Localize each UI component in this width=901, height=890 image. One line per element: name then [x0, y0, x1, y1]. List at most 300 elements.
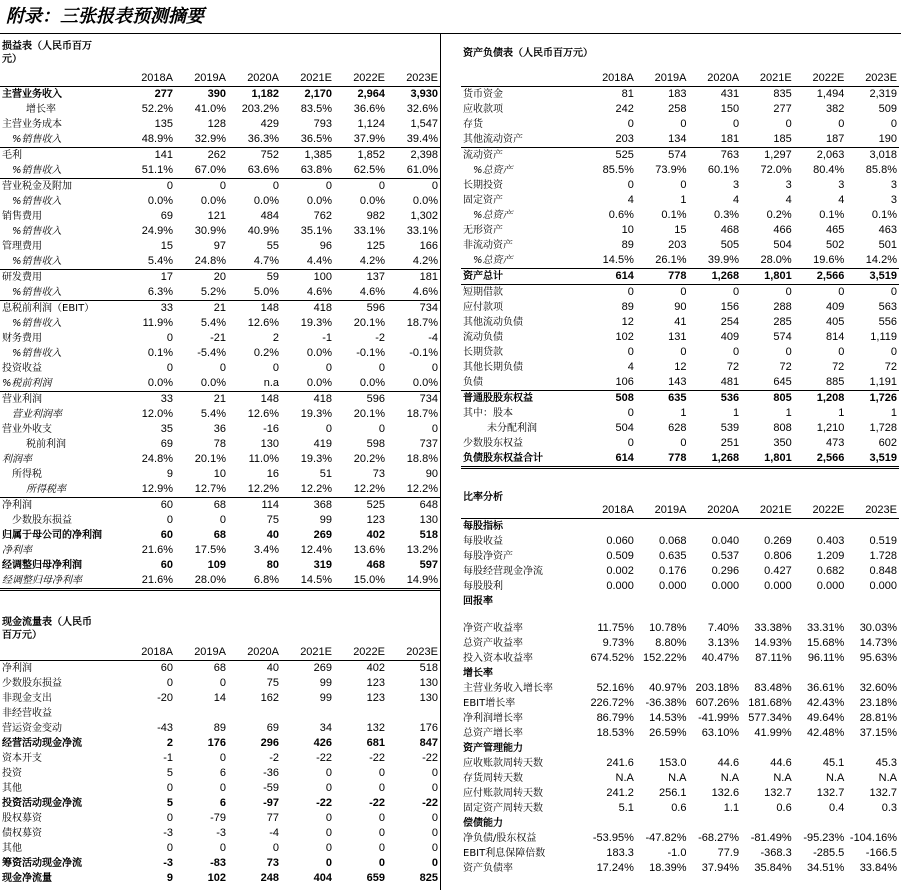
row-label: 总资产增长率 [463, 728, 523, 739]
row-label: 净利润 [2, 663, 32, 674]
cell-value: 40 [266, 662, 279, 674]
row-label: 股权募资 [2, 813, 42, 824]
header-blank [461, 71, 583, 87]
cell-value: 1,268 [688, 451, 741, 468]
cell-value [741, 594, 794, 609]
table-row [461, 148, 899, 164]
cell-value: -95.23% [803, 832, 845, 844]
cell-value: 0.0% [334, 376, 387, 392]
row-label: EBIT利息保障倍数 [463, 848, 546, 859]
cell-value: 0 [219, 362, 226, 374]
cell-value: -2 [375, 332, 385, 344]
row-label: 所得税率 [0, 482, 122, 498]
cell-value: 18.8% [406, 453, 438, 465]
cell-value: 0 [378, 180, 385, 192]
cell-value: 12.2% [281, 482, 334, 498]
cell-value: 0 [325, 782, 332, 794]
cell-value [583, 816, 636, 831]
cell-value [794, 594, 847, 609]
cell-value: 2,319 [869, 88, 897, 100]
cell-value: 102 [615, 331, 634, 343]
cell-value: 59 [266, 271, 279, 283]
cell-value: 0.0% [147, 195, 173, 207]
cell-value [583, 741, 636, 756]
row-label: 主营业务收入 [2, 89, 62, 100]
table-row [461, 315, 899, 330]
row-label: 经调整归母净利率 [0, 573, 122, 590]
table-row [461, 651, 899, 666]
table-row [461, 87, 899, 103]
cell-value: 1,728 [869, 422, 897, 434]
cell-value: 68 [213, 662, 226, 674]
cell-value: 60.1% [707, 164, 740, 176]
cell-value: 49.64% [807, 712, 845, 724]
cell-value: 123 [366, 692, 385, 704]
year-header-row [461, 503, 899, 519]
cell-value: 9 [166, 872, 173, 884]
cell-value: 2,063 [816, 149, 845, 161]
cell-value: 75 [266, 514, 279, 526]
row-label: 研发费用 [2, 272, 42, 283]
cell-value: 0.1% [147, 347, 173, 359]
cell-value [122, 706, 175, 721]
cell-value: 3,930 [410, 88, 438, 100]
cell-value: 0 [378, 857, 385, 869]
cell-value: 52.16% [596, 682, 634, 694]
row-label: %销售收入 [0, 163, 122, 179]
cell-value: 1,208 [816, 392, 845, 404]
cell-value: 63.6% [228, 163, 281, 179]
table-row [461, 861, 899, 876]
cell-value: 130 [260, 438, 279, 450]
cell-value: 648 [419, 499, 438, 511]
cell-value [334, 706, 387, 721]
year-header: 2022E [794, 71, 847, 87]
row-label: 每股股利 [463, 581, 503, 592]
row-label: %总资产 [473, 165, 513, 176]
year-header: 2023E [846, 503, 899, 519]
table-row [461, 846, 899, 861]
cell-value: 69 [266, 722, 279, 734]
cell-value [846, 594, 899, 609]
cell-value: 0 [627, 179, 634, 191]
cell-value: 4 [627, 361, 634, 373]
cell-value: 0 [378, 767, 385, 779]
cell-value [741, 519, 794, 535]
table-row [461, 102, 899, 117]
year-header: 2019A [175, 645, 228, 661]
cell-value: 825 [419, 872, 438, 884]
row-label: 非现金支出 [2, 693, 52, 704]
cell-value: 81 [621, 88, 634, 100]
cell-value: -1 [163, 752, 173, 764]
cell-value: 0.682 [816, 565, 845, 577]
cell-value: 1,385 [304, 149, 332, 161]
cell-value: 176 [419, 722, 438, 734]
cell-value: 1,801 [741, 269, 794, 285]
table-row [0, 102, 440, 117]
row-label: 投资活动现金净流 [2, 798, 82, 809]
cell-value: 466 [773, 224, 792, 236]
table-row [0, 179, 440, 195]
cell-value: 596 [366, 302, 385, 314]
cell-value: 1,494 [816, 88, 845, 100]
cell-value: 0 [272, 842, 279, 854]
cell-value: -22 [369, 797, 385, 809]
cell-value: 40 [266, 529, 279, 541]
cell-value: 0.0% [253, 195, 279, 207]
row-label: 资产负债率 [463, 863, 513, 874]
cell-value: 61.0% [387, 163, 440, 179]
row-label: 现金净流量 [2, 873, 52, 884]
table-row [461, 756, 899, 771]
cell-value [175, 706, 228, 721]
cell-value: 3 [838, 179, 845, 191]
row-label: %销售收入 [12, 348, 62, 359]
cell-value: 62.5% [334, 163, 387, 179]
cell-value: 0 [166, 514, 173, 526]
table-row [0, 392, 440, 408]
cell-value: 288 [773, 301, 792, 313]
cell-value: 37.15% [859, 727, 897, 739]
cell-value: 0 [627, 407, 634, 419]
cashflow-title-line1: 现金流量表（人民币 [2, 617, 92, 628]
cell-value: -36 [263, 767, 279, 779]
cell-value: 563 [878, 301, 897, 313]
cell-value: 72 [884, 361, 897, 373]
cell-value: 1 [890, 407, 897, 419]
cell-value: 85.5% [602, 164, 634, 176]
cell-value: 0 [627, 437, 634, 449]
table-row [0, 543, 440, 558]
cell-value: -59 [263, 782, 279, 794]
cell-value: 0.0% [359, 195, 385, 207]
cashflow-statement-table [0, 645, 440, 886]
table-row [0, 316, 440, 331]
cell-value: 60 [160, 662, 173, 674]
table-row [0, 498, 440, 514]
cell-value: 17.24% [596, 862, 634, 874]
cell-value: -36.38% [645, 697, 687, 709]
cell-value: 73.9% [655, 164, 687, 176]
cell-value: 390 [207, 88, 226, 100]
cell-value: 0 [325, 857, 332, 869]
cell-value: 6 [219, 797, 226, 809]
cell-value: -368.3 [760, 847, 792, 859]
year-header: 2021E [281, 645, 334, 661]
cell-value: 1 [680, 194, 687, 206]
cell-value: 419 [313, 438, 332, 450]
cell-value: 77 [266, 812, 279, 824]
cell-value: 0 [785, 118, 792, 130]
table-row [461, 421, 899, 436]
table-row [461, 831, 899, 846]
cell-value: 190 [846, 132, 899, 148]
row-label: %销售收入 [12, 226, 62, 237]
cell-value: 763 [720, 149, 740, 161]
cell-value [583, 666, 636, 681]
cell-value: 525 [615, 149, 634, 161]
cell-value: 45.1 [822, 757, 845, 769]
cell-value: 26.59% [649, 727, 687, 739]
cell-value: 505 [720, 239, 740, 251]
cell-value: 0.000 [606, 580, 634, 592]
cell-value: 123 [366, 677, 385, 689]
row-label: 主营业务收入增长率 [463, 683, 553, 694]
table-row [0, 766, 440, 781]
cell-value: 0 [627, 118, 634, 130]
cell-value: 3.4% [253, 544, 279, 556]
row-label: 其他 [2, 843, 22, 854]
table-row [0, 751, 440, 766]
table-row [0, 796, 440, 811]
row-label: 短期借款 [463, 287, 503, 298]
cell-value: N.A [615, 772, 634, 784]
row-label: 营业外收支 [2, 424, 52, 435]
cell-value: -3 [163, 857, 173, 869]
table-row [0, 87, 440, 103]
cell-value: 0.0% [306, 347, 332, 359]
cell-value: 0.0% [175, 376, 228, 392]
cell-value [636, 816, 689, 831]
table-row [0, 407, 440, 422]
cell-value: 24.9% [141, 225, 173, 237]
cell-value: 12.7% [175, 482, 228, 498]
cell-value: 602 [878, 437, 897, 449]
cell-value: 21 [213, 393, 226, 405]
cell-value: 10 [621, 224, 634, 236]
cell-value: 28.0% [741, 253, 794, 269]
row-label: 净利润 [2, 500, 32, 511]
table-row [461, 609, 899, 636]
cell-value: 0.068 [658, 535, 687, 547]
cell-value: 4.4% [281, 254, 334, 270]
cell-value: 63.8% [281, 163, 334, 179]
row-label: 非流动资产 [463, 240, 513, 251]
cell-value: 73 [266, 857, 279, 869]
row-label: 归属于母公司的净利润 [2, 530, 102, 541]
cell-value: 0 [219, 677, 226, 689]
cell-value: 0 [785, 286, 792, 298]
row-label: 投资收益 [2, 363, 42, 374]
cell-value: 847 [419, 737, 438, 749]
cell-value: 69 [160, 438, 173, 450]
cell-value: 734 [419, 302, 438, 314]
cell-value: 4 [732, 194, 740, 206]
cell-value: 0.000 [711, 580, 740, 592]
cell-value: -97 [263, 797, 279, 809]
cell-value: 72 [779, 361, 792, 373]
cell-value: 614 [583, 451, 636, 468]
cell-value: 0 [166, 842, 173, 854]
cell-value: 14 [213, 692, 226, 704]
cell-value: -81.49% [750, 832, 792, 844]
cell-value [846, 519, 899, 535]
cell-value: 536 [720, 392, 740, 404]
row-label: 普通股股东权益 [463, 393, 533, 404]
cell-value: 16 [266, 468, 279, 480]
cell-value: 4 [627, 194, 634, 206]
cell-value: 4 [838, 194, 845, 206]
row-label: 利润率 [2, 454, 32, 465]
cell-value: 6 [219, 767, 226, 779]
cell-value: 42.43% [807, 697, 845, 709]
table-row [0, 346, 440, 361]
cell-value: 737 [419, 438, 438, 450]
cell-value: 404 [313, 872, 332, 884]
cell-value: 128 [207, 118, 226, 130]
income-statement-title [2, 40, 92, 66]
cell-value: 34.51% [807, 862, 845, 874]
year-header: 2021E [741, 503, 794, 519]
table-row [0, 721, 440, 736]
cell-value [583, 519, 636, 535]
cell-value: -22 [316, 752, 332, 764]
cell-value: 132.6 [711, 787, 740, 799]
cell-value: -20 [157, 692, 173, 704]
cell-value: 1.728 [869, 550, 897, 562]
table-row [461, 594, 899, 609]
cell-value: -285.5 [813, 847, 845, 859]
table-row [0, 676, 440, 691]
cell-value: -47.82% [645, 832, 687, 844]
cell-value: 11.9% [142, 317, 173, 329]
cell-value: 539 [720, 422, 740, 434]
year-header: 2018A [122, 71, 175, 87]
cashflow-statement-title [2, 616, 92, 642]
cell-value: 805 [773, 392, 792, 404]
cell-value: 90 [425, 468, 438, 480]
cell-value: -16 [263, 423, 279, 435]
cell-value: 80 [266, 559, 279, 571]
table-row [461, 801, 899, 816]
cell-value: 33 [160, 393, 173, 405]
cell-value: 152.22% [643, 652, 687, 664]
cell-value: 40.9% [247, 225, 279, 237]
table-row [461, 681, 899, 696]
header-blank [461, 503, 583, 519]
cell-value: 99 [319, 677, 332, 689]
cell-value: 0.176 [658, 565, 687, 577]
cell-value: 80.4% [813, 164, 845, 176]
cell-value: 762 [313, 210, 332, 222]
cell-value: 0 [166, 812, 173, 824]
cell-value: N.A [668, 772, 687, 784]
cell-value: 0.060 [606, 535, 634, 547]
cell-value: -22 [422, 797, 438, 809]
row-label: 存货 [463, 119, 483, 130]
cell-value: 39.9% [688, 253, 741, 269]
cell-value: 426 [313, 737, 332, 749]
cell-value: 39.4% [387, 132, 440, 148]
cell-value: 0.296 [711, 565, 740, 577]
row-label: %销售收入 [0, 132, 122, 148]
row-label: 少数股东权益 [463, 438, 523, 449]
cell-value: 114 [261, 499, 279, 511]
cell-value: 132.7 [764, 787, 792, 799]
cell-value: 0 [785, 346, 792, 358]
table-row [0, 132, 440, 148]
cell-value: 7.40% [707, 622, 740, 634]
cell-value: 35.1% [300, 225, 332, 237]
cell-value: 0 [378, 842, 385, 854]
cell-value: 0 [325, 842, 332, 854]
cell-value: 350 [773, 437, 792, 449]
cell-value: 28.81% [859, 712, 897, 724]
cell-value: 60 [160, 529, 173, 541]
table-row [0, 148, 440, 164]
cell-value: 0 [166, 332, 173, 344]
cell-value: 0.6% [608, 209, 634, 221]
cell-value [846, 666, 899, 681]
table-row [0, 361, 440, 376]
header-blank [0, 645, 122, 661]
row-label: %销售收入 [12, 196, 62, 207]
table-row [0, 224, 440, 239]
cell-value: 33.1% [406, 225, 438, 237]
cell-value: 35 [160, 423, 173, 435]
cell-value: 2,170 [304, 88, 332, 100]
cell-value: 8.80% [655, 637, 687, 649]
cell-value: 10 [213, 468, 226, 480]
cell-value [583, 594, 636, 609]
cell-value: 15.0% [334, 573, 387, 590]
cell-value: 41 [674, 316, 687, 328]
column-divider [440, 34, 441, 890]
cell-value: 14.5% [583, 253, 636, 269]
year-header: 2018A [122, 645, 175, 661]
row-label: 应收账款周转天数 [463, 758, 543, 769]
cell-value: -21 [210, 332, 226, 344]
cell-value: 0.002 [606, 565, 634, 577]
cell-value: 835 [773, 88, 792, 100]
year-header: 2020A [688, 71, 741, 87]
cell-value: 262 [207, 149, 226, 161]
cell-value: 9 [166, 468, 173, 480]
cell-value: 1,191 [846, 375, 899, 391]
cell-value: 1,726 [869, 392, 897, 404]
cell-value: 793 [313, 118, 332, 130]
cell-value: 37.9% [334, 132, 387, 148]
cell-value: 44.6 [770, 757, 792, 769]
cell-value: 97 [213, 240, 226, 252]
cell-value: 12 [621, 316, 634, 328]
row-label: 流动负债 [463, 332, 503, 343]
cell-value [741, 666, 794, 681]
cell-value: 0 [890, 118, 897, 130]
cell-value: 3 [732, 179, 740, 191]
cell-value: 33.31% [807, 622, 845, 634]
row-label: %总资产 [461, 253, 583, 269]
cell-value: 99 [319, 514, 332, 526]
cell-value: 4.6% [281, 285, 334, 301]
row-label: 投资 [2, 768, 22, 779]
cell-value: 0 [431, 827, 438, 839]
table-row [0, 691, 440, 706]
row-label: 总资产收益率 [463, 638, 523, 649]
cell-value: 2,398 [410, 149, 438, 161]
cell-value: 0 [431, 767, 438, 779]
cell-value: 0.6 [671, 802, 687, 814]
cell-value: 0 [431, 180, 438, 192]
table-row [461, 208, 899, 223]
year-header-row [0, 645, 440, 661]
cell-value: 368 [313, 499, 332, 511]
cell-value: 90 [674, 301, 687, 313]
row-label: 财务费用 [2, 333, 42, 344]
cell-value: 181 [688, 132, 741, 148]
cell-value [794, 741, 847, 756]
